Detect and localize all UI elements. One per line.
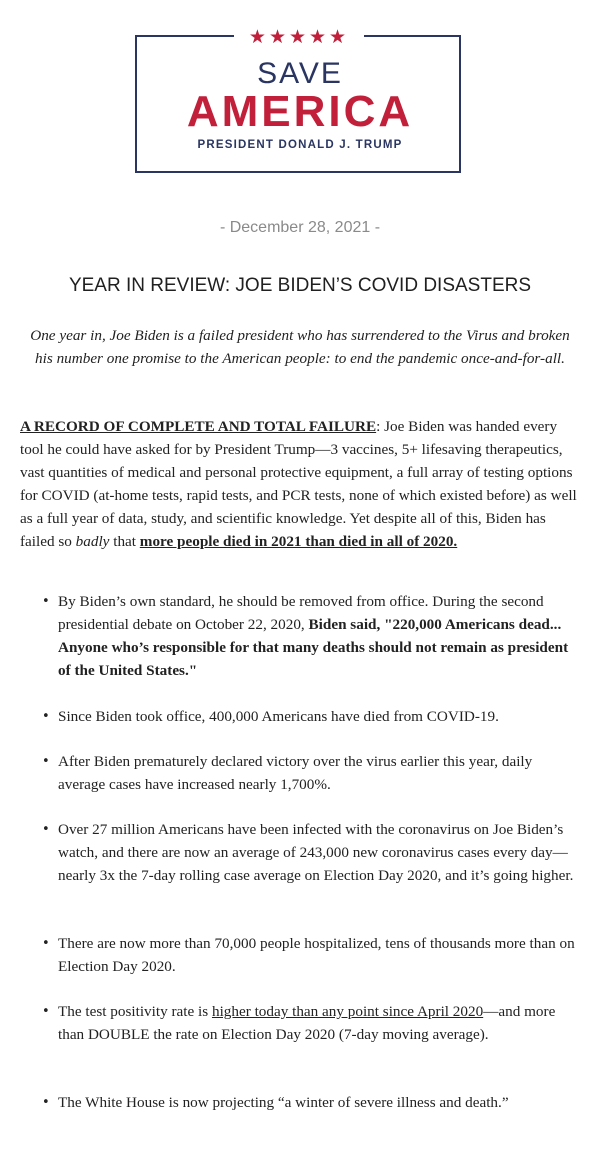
list-item — [42, 818, 578, 887]
bullet-6-prefix: The test positivity rate is — [58, 1003, 212, 1020]
intro-paragraph: One year in, Joe Biden is a failed president who has surrendered to the Virus and broken his number one promise to the American people: to end the pandemic once-and-for-all. — [30, 327, 570, 367]
list-item — [42, 932, 578, 978]
bullet-1-quote: Biden said, "220,000 Americans dead... Anyone who’s responsible for that many deaths should not remain as president of the United States." — [58, 616, 569, 679]
bullet-dot: • — [42, 822, 50, 837]
bullet-1-text: By Biden’s own standard, he should be removed from office. During the second presidential debate on October 22, 2020, — [58, 593, 544, 633]
list-item — [42, 1000, 578, 1046]
bullet-7-text: The White House is now projecting “a winter of severe illness and death.” — [58, 1094, 509, 1111]
list-item — [42, 590, 578, 682]
bullet-dot: • — [42, 1004, 50, 1019]
bullet-4-text: Over 27 million Americans have been infected with the coronavirus on Joe Biden’s watch, and there are now an average of 243,000 new coronavirus cases every day—nearly 3x the 7-day rolling case average on Election Day 2020, and it’s going higher. — [58, 821, 574, 884]
email-date: - December 28, 2021 - — [219, 219, 381, 236]
bullet-5-text: There are now more than 70,000 people hospitalized, tens of thousands more than on Election Day 2020. — [58, 935, 575, 975]
logo-save-text: SAVE — [257, 57, 343, 90]
bullet-6-rest: —and more than DOUBLE the rate on Election Day 2020 (7-day moving average). — [58, 1003, 556, 1043]
email-headline: YEAR IN REVIEW: JOE BIDEN’S COVID DISASTERS — [68, 275, 532, 296]
list-item — [42, 705, 578, 728]
bullet-dot: • — [42, 936, 50, 951]
bullet-dot: • — [42, 754, 50, 769]
bullet-dot: • — [42, 1095, 50, 1110]
stars-icon: ★★★★★ — [234, 24, 364, 50]
logo-america-text: AMERICA — [186, 87, 414, 136]
record-colon: : — [376, 418, 385, 435]
record-heading: A RECORD OF COMPLETE AND TOTAL FAILURE — [20, 418, 377, 435]
list-item — [42, 750, 578, 796]
bullet-3-text: After Biden prematurely declared victory over the virus earlier this year, daily average cases have increased nearly 1,700%. — [58, 753, 533, 793]
record-text-part1: Joe Biden was handed every tool he could have asked for by President Trump—3 vaccines, 5+ lifesaving therapeutics, vast quantities of medical and personal protective equipment, a full array of testing options for COVID (at-home tests, rapid tests, and PCR tests, none of which existed before) as well as a full year of data, study, and scientific knowledge. Yet despite all of this, Biden has failed so — [20, 418, 577, 550]
record-emphasis-badly: badly — [75, 533, 110, 550]
bullet-2-text: Since Biden took office, 400,000 Americans have died from COVID-19. — [58, 708, 499, 725]
bullet-dot: • — [42, 594, 50, 609]
bullet-dot: • — [42, 709, 50, 724]
record-text-part2: that — [109, 533, 140, 550]
more-people-died-link[interactable]: more people died in 2021 than died in all of 2020. — [139, 533, 458, 550]
record-paragraph — [20, 415, 582, 553]
test-positivity-link[interactable]: higher today than any point since April 2020 — [211, 1003, 484, 1020]
list-item — [42, 1091, 578, 1114]
logo-president-text: PRESIDENT DONALD J. TRUMP — [197, 139, 403, 151]
